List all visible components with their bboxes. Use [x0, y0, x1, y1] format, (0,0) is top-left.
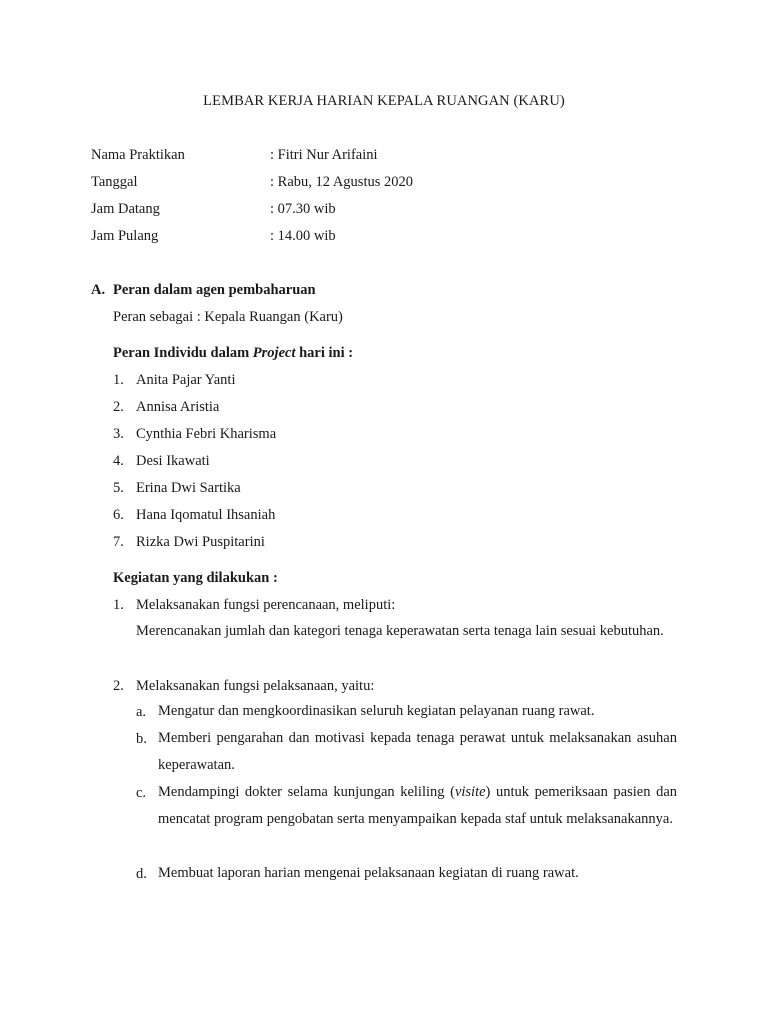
list-item-number: 2. — [113, 399, 124, 415]
info-value: : Fitri Nur Arifaini — [270, 147, 378, 163]
subitem-letter: d. — [136, 866, 147, 882]
document-title: LEMBAR KERJA HARIAN KEPALA RUANGAN (KARU) — [203, 93, 565, 109]
info-value: : 14.00 wib — [270, 228, 336, 244]
subitem-text-italic: visite — [454, 784, 486, 800]
list-item: Anita Pajar Yanti — [136, 372, 236, 388]
section-heading: Peran dalam agen pembaharuan — [113, 282, 316, 298]
list-item: Rizka Dwi Puspitarini — [136, 534, 265, 550]
list-item: Erina Dwi Sartika — [136, 480, 241, 496]
role-line: Peran sebagai : Kepala Ruangan (Karu) — [113, 309, 343, 325]
info-label: Nama Praktikan — [91, 147, 185, 163]
list-item: Hana Iqomatul Ihsaniah — [136, 507, 276, 523]
subitem-text: Mengatur dan mengkoordinasikan seluruh kegiatan pelayanan ruang rawat. — [158, 703, 595, 719]
list-item-number: 1. — [113, 372, 124, 388]
info-label: Tanggal — [91, 174, 138, 190]
subitem-text-after: ) untuk pemeriksaan pasien dan mencatat program pengobatan serta menyampaikan kepada staf untuk melaksanakannya. — [158, 784, 678, 827]
list-item-number: 7. — [113, 534, 124, 550]
subitem-text-before: Mendampingi dokter selama kunjungan keliling ( — [158, 784, 455, 800]
individual-heading-suffix: hari ini : — [295, 345, 354, 361]
subitem-letter: c. — [136, 785, 147, 801]
individual-heading — [113, 343, 353, 363]
info-label: Jam Datang — [91, 201, 160, 217]
individual-heading-italic: Project — [252, 345, 296, 361]
subitem-letter: b. — [136, 731, 147, 747]
info-value: : Rabu, 12 Agustus 2020 — [270, 174, 413, 190]
list-item: Cynthia Febri Kharisma — [136, 426, 277, 442]
info-label: Jam Pulang — [91, 228, 159, 244]
activity-number: 1. — [113, 597, 124, 613]
individual-heading-prefix: Peran Individu dalam — [113, 345, 253, 361]
subitem-text — [158, 779, 677, 833]
section-letter: A. — [91, 282, 106, 298]
subitem-text: Memberi pengarahan dan motivasi kepada tenaga perawat untuk melaksanakan asuhan keperawatan. — [158, 730, 677, 773]
activity-text: Melaksanakan fungsi pelaksanaan, yaitu: — [136, 678, 375, 694]
list-item: Annisa Aristia — [136, 399, 220, 415]
list-item-number: 4. — [113, 453, 124, 469]
activity-text: Melaksanakan fungsi perencanaan, meliputi: — [136, 597, 396, 613]
subitem-text: Membuat laporan harian mengenai pelaksanaan kegiatan di ruang rawat. — [158, 865, 579, 881]
subitem-letter: a. — [136, 704, 147, 720]
activities-heading: Kegiatan yang dilakukan : — [113, 570, 278, 586]
activity-number: 2. — [113, 678, 124, 694]
info-value: : 07.30 wib — [270, 201, 336, 217]
list-item-number: 3. — [113, 426, 124, 442]
activity-detail: Merencanakan jumlah dan kategori tenaga keperawatan serta tenaga lain sesuai kebutuhan. — [136, 623, 664, 639]
list-item-number: 6. — [113, 507, 124, 523]
list-item-number: 5. — [113, 480, 124, 496]
list-item: Desi Ikawati — [136, 453, 210, 469]
